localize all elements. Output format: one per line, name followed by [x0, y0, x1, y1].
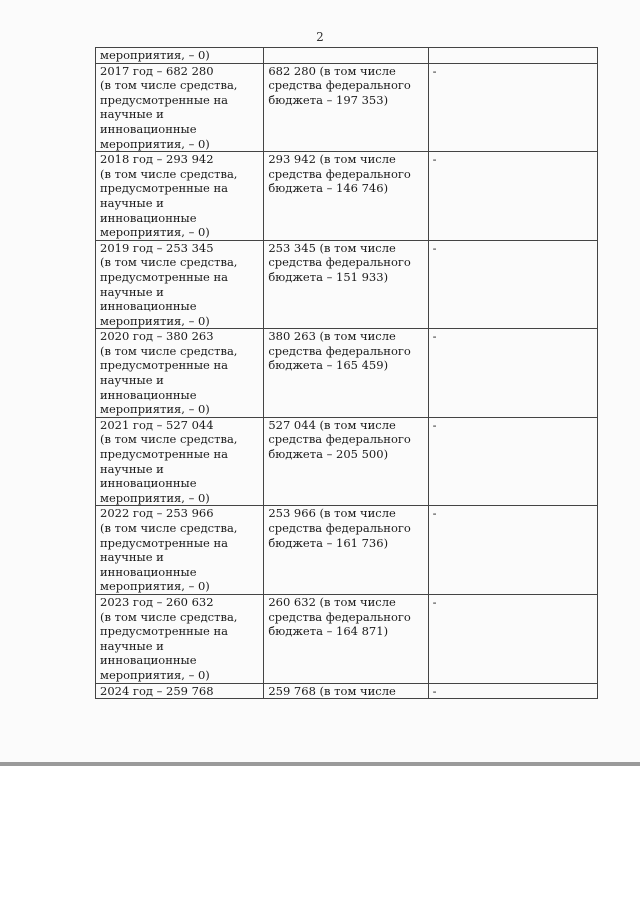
- cell-text-line: бюджета – 151 933): [268, 269, 389, 284]
- cell-text-line: 380 263 (в том числе: [268, 329, 396, 344]
- table-row: [96, 48, 598, 64]
- cell-total-funding: [96, 417, 264, 506]
- cell-other-sources: [428, 48, 597, 64]
- table-row: [96, 240, 598, 329]
- cell-text-line: мероприятия, – 0): [100, 225, 210, 240]
- cell-text-line: 2018 год – 293 942: [100, 152, 214, 167]
- cell-text-line: -: [432, 683, 437, 698]
- table-row: [96, 152, 598, 241]
- cell-text-line: [433, 48, 592, 63]
- cell-federal-budget: [264, 417, 428, 506]
- cell-text-line: предусмотренные на: [100, 624, 228, 639]
- cell-text-line: предусмотренные на: [100, 269, 228, 284]
- cell-text-line: 253 966 (в том числе: [268, 506, 396, 521]
- cell-text-line: -: [432, 329, 437, 344]
- cell-text-line: средства федерального: [268, 432, 411, 447]
- cell-text-line: 2022 год – 253 966: [100, 506, 214, 521]
- cell-text-line: научные и: [100, 284, 164, 299]
- cell-text-line: -: [432, 594, 437, 609]
- cell-text-line: (в том числе средства,: [100, 609, 238, 624]
- cell-text-line: научные и: [100, 638, 164, 653]
- cell-text-line: предусмотренные на: [100, 92, 228, 107]
- table-row: [96, 329, 598, 418]
- budget-table-body: [96, 48, 598, 699]
- cell-text-line: научные и: [100, 461, 164, 476]
- cell-text-line: 253 345 (в том числе: [268, 240, 396, 255]
- cell-other-sources: [428, 683, 597, 699]
- cell-text-line: научные и: [100, 550, 164, 565]
- cell-other-sources: [428, 329, 597, 418]
- cell-text-line: научные и: [100, 107, 164, 122]
- cell-text-line: инновационные: [100, 299, 197, 314]
- cell-text-line: (в том числе средства,: [100, 166, 238, 181]
- table-row: [96, 683, 598, 699]
- cell-text-line: (в том числе средства,: [100, 521, 238, 535]
- cell-text-line: бюджета – 205 500): [268, 447, 389, 462]
- cell-other-sources: [428, 63, 597, 152]
- cell-federal-budget: [264, 63, 428, 152]
- page-number: 2: [316, 30, 324, 44]
- cell-total-funding: [96, 48, 264, 64]
- cell-text-line: научные и: [100, 195, 164, 210]
- cell-text-line: средства федерального: [268, 78, 411, 93]
- cell-federal-budget: [264, 240, 428, 329]
- cell-federal-budget: [264, 152, 428, 241]
- cell-text-line: предусмотренные на: [100, 447, 228, 462]
- cell-text-line: инновационные: [100, 387, 197, 402]
- table-row: [96, 63, 598, 152]
- cell-total-funding: [96, 506, 264, 595]
- cell-federal-budget: [264, 594, 428, 683]
- cell-text-line: мероприятия, – 0): [100, 402, 210, 417]
- cell-text-line: средства федерального: [268, 343, 411, 358]
- cell-total-funding: [96, 152, 264, 241]
- cell-text-line: предусмотренные на: [100, 358, 228, 373]
- cell-other-sources: [428, 506, 597, 595]
- cell-text-line: 260 632 (в том числе: [268, 594, 396, 609]
- cell-text-line: средства федерального: [268, 255, 411, 270]
- cell-text-line: 2020 год – 380 263: [100, 329, 214, 344]
- cell-text-line: (в том числе средства,: [100, 432, 238, 447]
- cell-text-line: бюджета – 164 871): [268, 624, 389, 639]
- cell-text-line: средства федерального: [268, 609, 411, 624]
- cell-other-sources: [428, 240, 597, 329]
- cell-text-line: мероприятия, – 0): [100, 313, 210, 328]
- cell-text-line: средства федерального: [268, 166, 411, 181]
- cell-text-line: 682 280 (в том числе: [268, 63, 396, 78]
- cell-text-line: инновационные: [100, 476, 197, 491]
- cell-text-line: бюджета – 161 736): [268, 535, 389, 550]
- cell-text-line: 2023 год – 260 632: [100, 594, 214, 609]
- cell-text-line: инновационные: [100, 653, 197, 668]
- cell-text-line: научные и: [100, 373, 164, 388]
- cell-text-line: -: [432, 506, 437, 521]
- cell-text-line: -: [432, 63, 437, 78]
- cell-federal-budget: [264, 48, 428, 64]
- cell-text-line: 2021 год – 527 044: [100, 417, 214, 432]
- cell-total-funding: [96, 329, 264, 418]
- cell-total-funding: [96, 594, 264, 683]
- cell-text-line: средства федерального: [268, 521, 411, 535]
- cell-text-line: 527 044 (в том числе: [268, 417, 396, 432]
- cell-other-sources: [428, 594, 597, 683]
- cell-total-funding: [96, 683, 264, 699]
- cell-text-line: инновационные: [100, 121, 197, 136]
- cell-text-line: (в том числе средства,: [100, 78, 238, 93]
- cell-text-line: бюджета – 146 746): [268, 181, 389, 196]
- cell-text-line: -: [432, 417, 437, 432]
- cell-total-funding: [96, 63, 264, 152]
- cell-text-line: 293 942 (в том числе: [268, 152, 396, 167]
- cell-other-sources: [428, 417, 597, 506]
- cell-other-sources: [428, 152, 597, 241]
- table-row: [96, 594, 598, 683]
- cell-total-funding: [96, 240, 264, 329]
- cell-text-line: 259 768 (в том числе: [268, 683, 396, 698]
- table-row: [96, 506, 598, 595]
- cell-federal-budget: [264, 329, 428, 418]
- cell-text-line: -: [432, 240, 437, 255]
- cell-text-line: бюджета – 165 459): [268, 358, 389, 373]
- cell-text-line: 2024 год – 259 768: [100, 683, 214, 698]
- cell-text-line: предусмотренные на: [100, 181, 228, 196]
- cell-text-line: мероприятия, – 0): [100, 667, 210, 682]
- cell-text-line: [268, 48, 422, 63]
- cell-text-line: бюджета – 197 353): [268, 92, 389, 107]
- cell-text-line: мероприятия, – 0): [100, 136, 210, 151]
- page-bottom-edge: [0, 762, 640, 766]
- cell-text-line: (в том числе средства,: [100, 343, 238, 358]
- cell-text-line: (в том числе средства,: [100, 255, 238, 270]
- cell-text-line: инновационные: [100, 564, 197, 579]
- cell-text-line: мероприятия, – 0): [100, 490, 210, 505]
- cell-federal-budget: [264, 683, 428, 699]
- cell-text-line: инновационные: [100, 210, 197, 225]
- cell-text-line: предусмотренные на: [100, 535, 228, 550]
- cell-text-line: мероприятия, – 0): [100, 48, 210, 62]
- cell-text-line: мероприятия, – 0): [100, 579, 210, 594]
- cell-federal-budget: [264, 506, 428, 595]
- budget-table: [95, 47, 598, 699]
- cell-text-line: 2017 год – 682 280: [100, 63, 214, 78]
- cell-text-line: 2019 год – 253 345: [100, 240, 214, 255]
- cell-text-line: -: [432, 152, 437, 167]
- table-row: [96, 417, 598, 506]
